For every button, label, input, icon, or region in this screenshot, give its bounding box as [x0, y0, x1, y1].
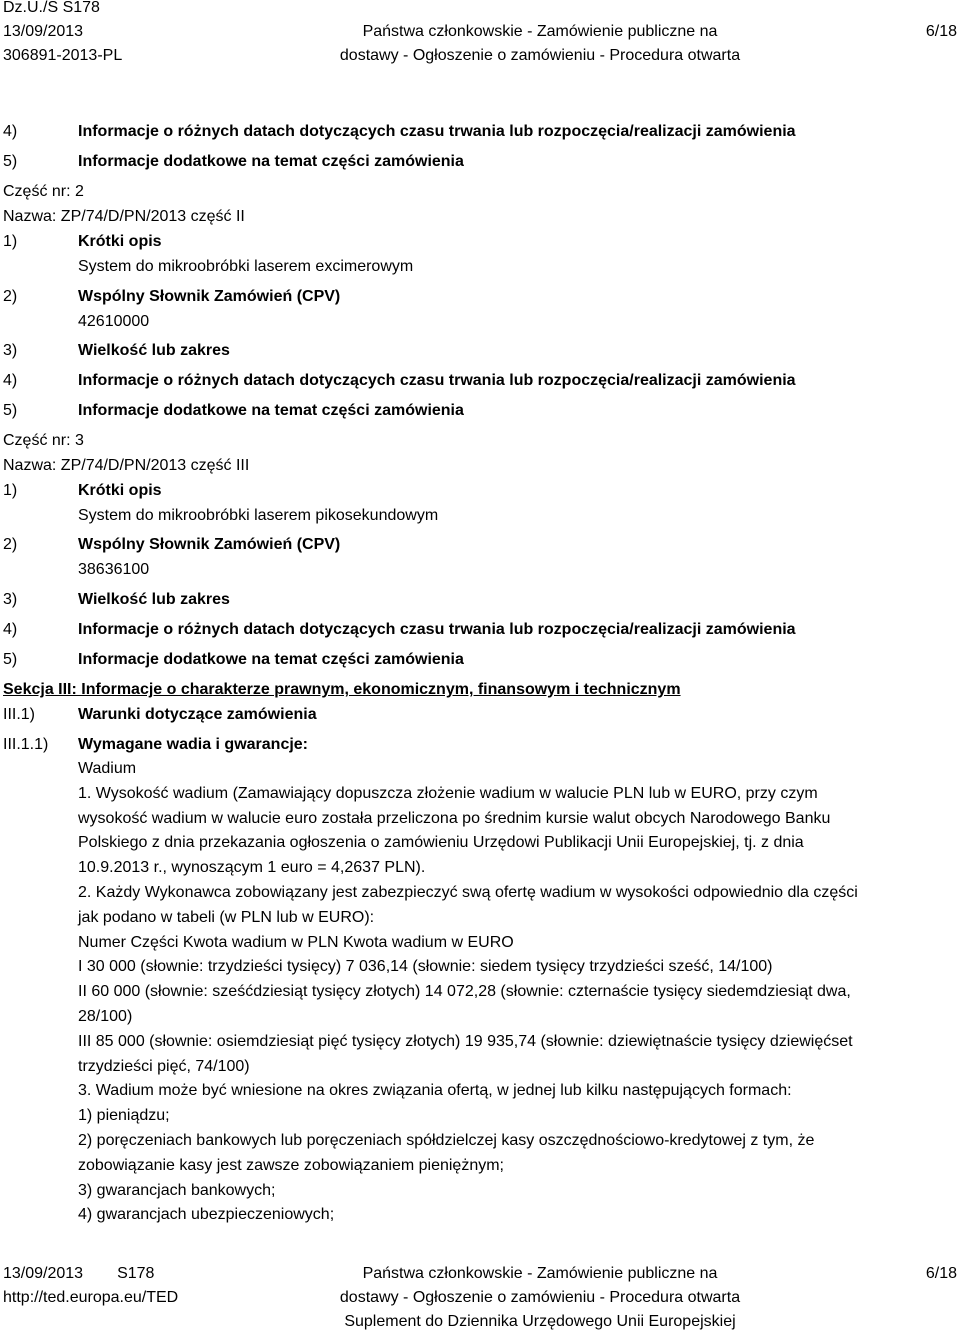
- item-heading: Wielkość lub zakres: [78, 591, 230, 608]
- header-date: 13/09/2013: [3, 23, 84, 40]
- notice-number: 306891-2013-PL: [3, 47, 123, 64]
- footer-date: 13/09/2013 S178: [3, 1265, 155, 1282]
- body-line: II 60 000 (słownie: sześćdziesiąt tysięcy złotych) 14 072,28 (słownie: czternaście tysięcy siedemdziesiąt dwa,: [78, 983, 851, 1001]
- footer-journal-name: Suplement do Dziennika Urzędowego Unii Europejskiej: [344, 1313, 736, 1330]
- item-heading: Wspólny Słownik Zamówień (CPV): [78, 536, 341, 553]
- body-line: Polskiego z dnia przekazania ogłoszenia o zamówieniu Urzędowi Publikacji Unii Europejskiej, tj. z dnia: [78, 834, 804, 852]
- part-number: Część nr: 3: [3, 432, 84, 449]
- item-heading: Krótki opis: [78, 482, 162, 499]
- item-heading: Informacje o różnych datach dotyczących czasu trwania lub rozpoczęcia/realizacji zamówienia: [78, 372, 796, 389]
- body-line: trzydzieści pięć, 74/100): [78, 1057, 250, 1075]
- footer-title-line1: Państwa członkowskie - Zamówienie publiczne na: [362, 1265, 718, 1282]
- item-heading: Informacje dodatkowe na temat części zamówienia: [78, 402, 464, 419]
- body-line: 1) pieniądzu;: [78, 1107, 170, 1125]
- body-line: 4) gwarancjach ubezpieczeniowych;: [78, 1206, 335, 1224]
- item-heading: Wielkość lub zakres: [78, 342, 230, 359]
- body-line: 28/100): [78, 1007, 133, 1025]
- body-line: Numer Części Kwota wadium w PLN Kwota wadium w EURO: [78, 933, 514, 951]
- part-name: Nazwa: ZP/74/D/PN/2013 część II: [3, 208, 245, 225]
- item-heading: Wspólny Słownik Zamówień (CPV): [78, 288, 341, 305]
- item-heading: Informacje o różnych datach dotyczących czasu trwania lub rozpoczęcia/realizacji zamówienia: [78, 621, 796, 638]
- body-line: I 30 000 (słownie: trzydzieści tysięcy) 7 036,14 (słownie: siedem tysięcy trzydzieści sześć, 14/100): [78, 958, 773, 976]
- header-page-number: 6/18: [925, 23, 957, 40]
- body-line: wysokość wadium w walucie euro została przeliczona po średnim kursie walut obcych Narodowego Banku: [78, 809, 831, 827]
- body-line: 2) poręczeniach bankowych lub poręczeniach spółdzielczej kasy oszczędnościowo-kredytowej z tym, że: [78, 1131, 815, 1149]
- body-line: zobowiązanie kasy jest zawsze zobowiązaniem pieniężnym;: [78, 1156, 504, 1174]
- short-description: System do mikroobróbki laserem pikosekundowym: [78, 507, 439, 524]
- deposit-body-text: [78, 757, 918, 1228]
- body-line: 2. Każdy Wykonawca zobowiązany jest zabezpieczyć swą ofertę wadium w wysokości odpowiednio dla części: [78, 883, 858, 901]
- body-line: 1. Wysokość wadium (Zamawiający dopuszcza złożenie wadium w walucie PLN lub w EURO, przy czym: [78, 784, 818, 802]
- header-title-line2: dostawy - Ogłoszenie o zamówieniu - Procedura otwarta: [339, 47, 741, 64]
- journal-ref: Dz.U./S S178: [3, 0, 100, 16]
- item-heading: Informacje dodatkowe na temat części zamówienia: [78, 153, 464, 170]
- cpv-code: 38636100: [78, 561, 150, 578]
- item-heading: Informacje o różnych datach dotyczących czasu trwania lub rozpoczęcia/realizacji zamówienia: [78, 123, 796, 140]
- section-title: Sekcja III: Informacje o charakterze prawnym, ekonomicznym, finansowym i technicznym: [3, 681, 681, 698]
- item-heading: Krótki opis: [78, 233, 162, 250]
- body-line: 3. Wadium może być wniesione na okres związania ofertą, w jednej lub kilku następujących formach:: [78, 1082, 792, 1100]
- footer-title-line2: dostawy - Ogłoszenie o zamówieniu - Procedura otwarta: [339, 1289, 741, 1306]
- header-title-line1: Państwa członkowskie - Zamówienie publiczne na: [362, 23, 718, 40]
- item-heading: Informacje dodatkowe na temat części zamówienia: [78, 651, 464, 668]
- body-line: III 85 000 (słownie: osiemdziesiąt pięć tysięcy złotych) 19 935,74 (słownie: dziewiętnaście tysięcy dziewięćset: [78, 1032, 853, 1050]
- body-line: jak podano w tabeli (w PLN lub w EURO):: [78, 908, 375, 926]
- short-description: System do mikroobróbki laserem excimerowym: [78, 258, 414, 275]
- footer-page-number: 6/18: [925, 1265, 957, 1282]
- cpv-code: 42610000: [78, 313, 150, 330]
- footer-issue: S178: [117, 1265, 155, 1282]
- part-number: Część nr: 2: [3, 183, 84, 200]
- subsection-heading: Warunki dotyczące zamówienia: [78, 706, 317, 723]
- footer-url: http://ted.europa.eu/TED: [3, 1289, 179, 1306]
- body-line: 3) gwarancjach bankowych;: [78, 1181, 276, 1199]
- part-name: Nazwa: ZP/74/D/PN/2013 część III: [3, 457, 250, 474]
- body-line: 10.9.2013 r., wynoszącym 1 euro = 4,2637 PLN).: [78, 859, 426, 877]
- subsection-heading: Wymagane wadia i gwarancje:: [78, 736, 309, 753]
- body-line: Wadium: [78, 760, 137, 777]
